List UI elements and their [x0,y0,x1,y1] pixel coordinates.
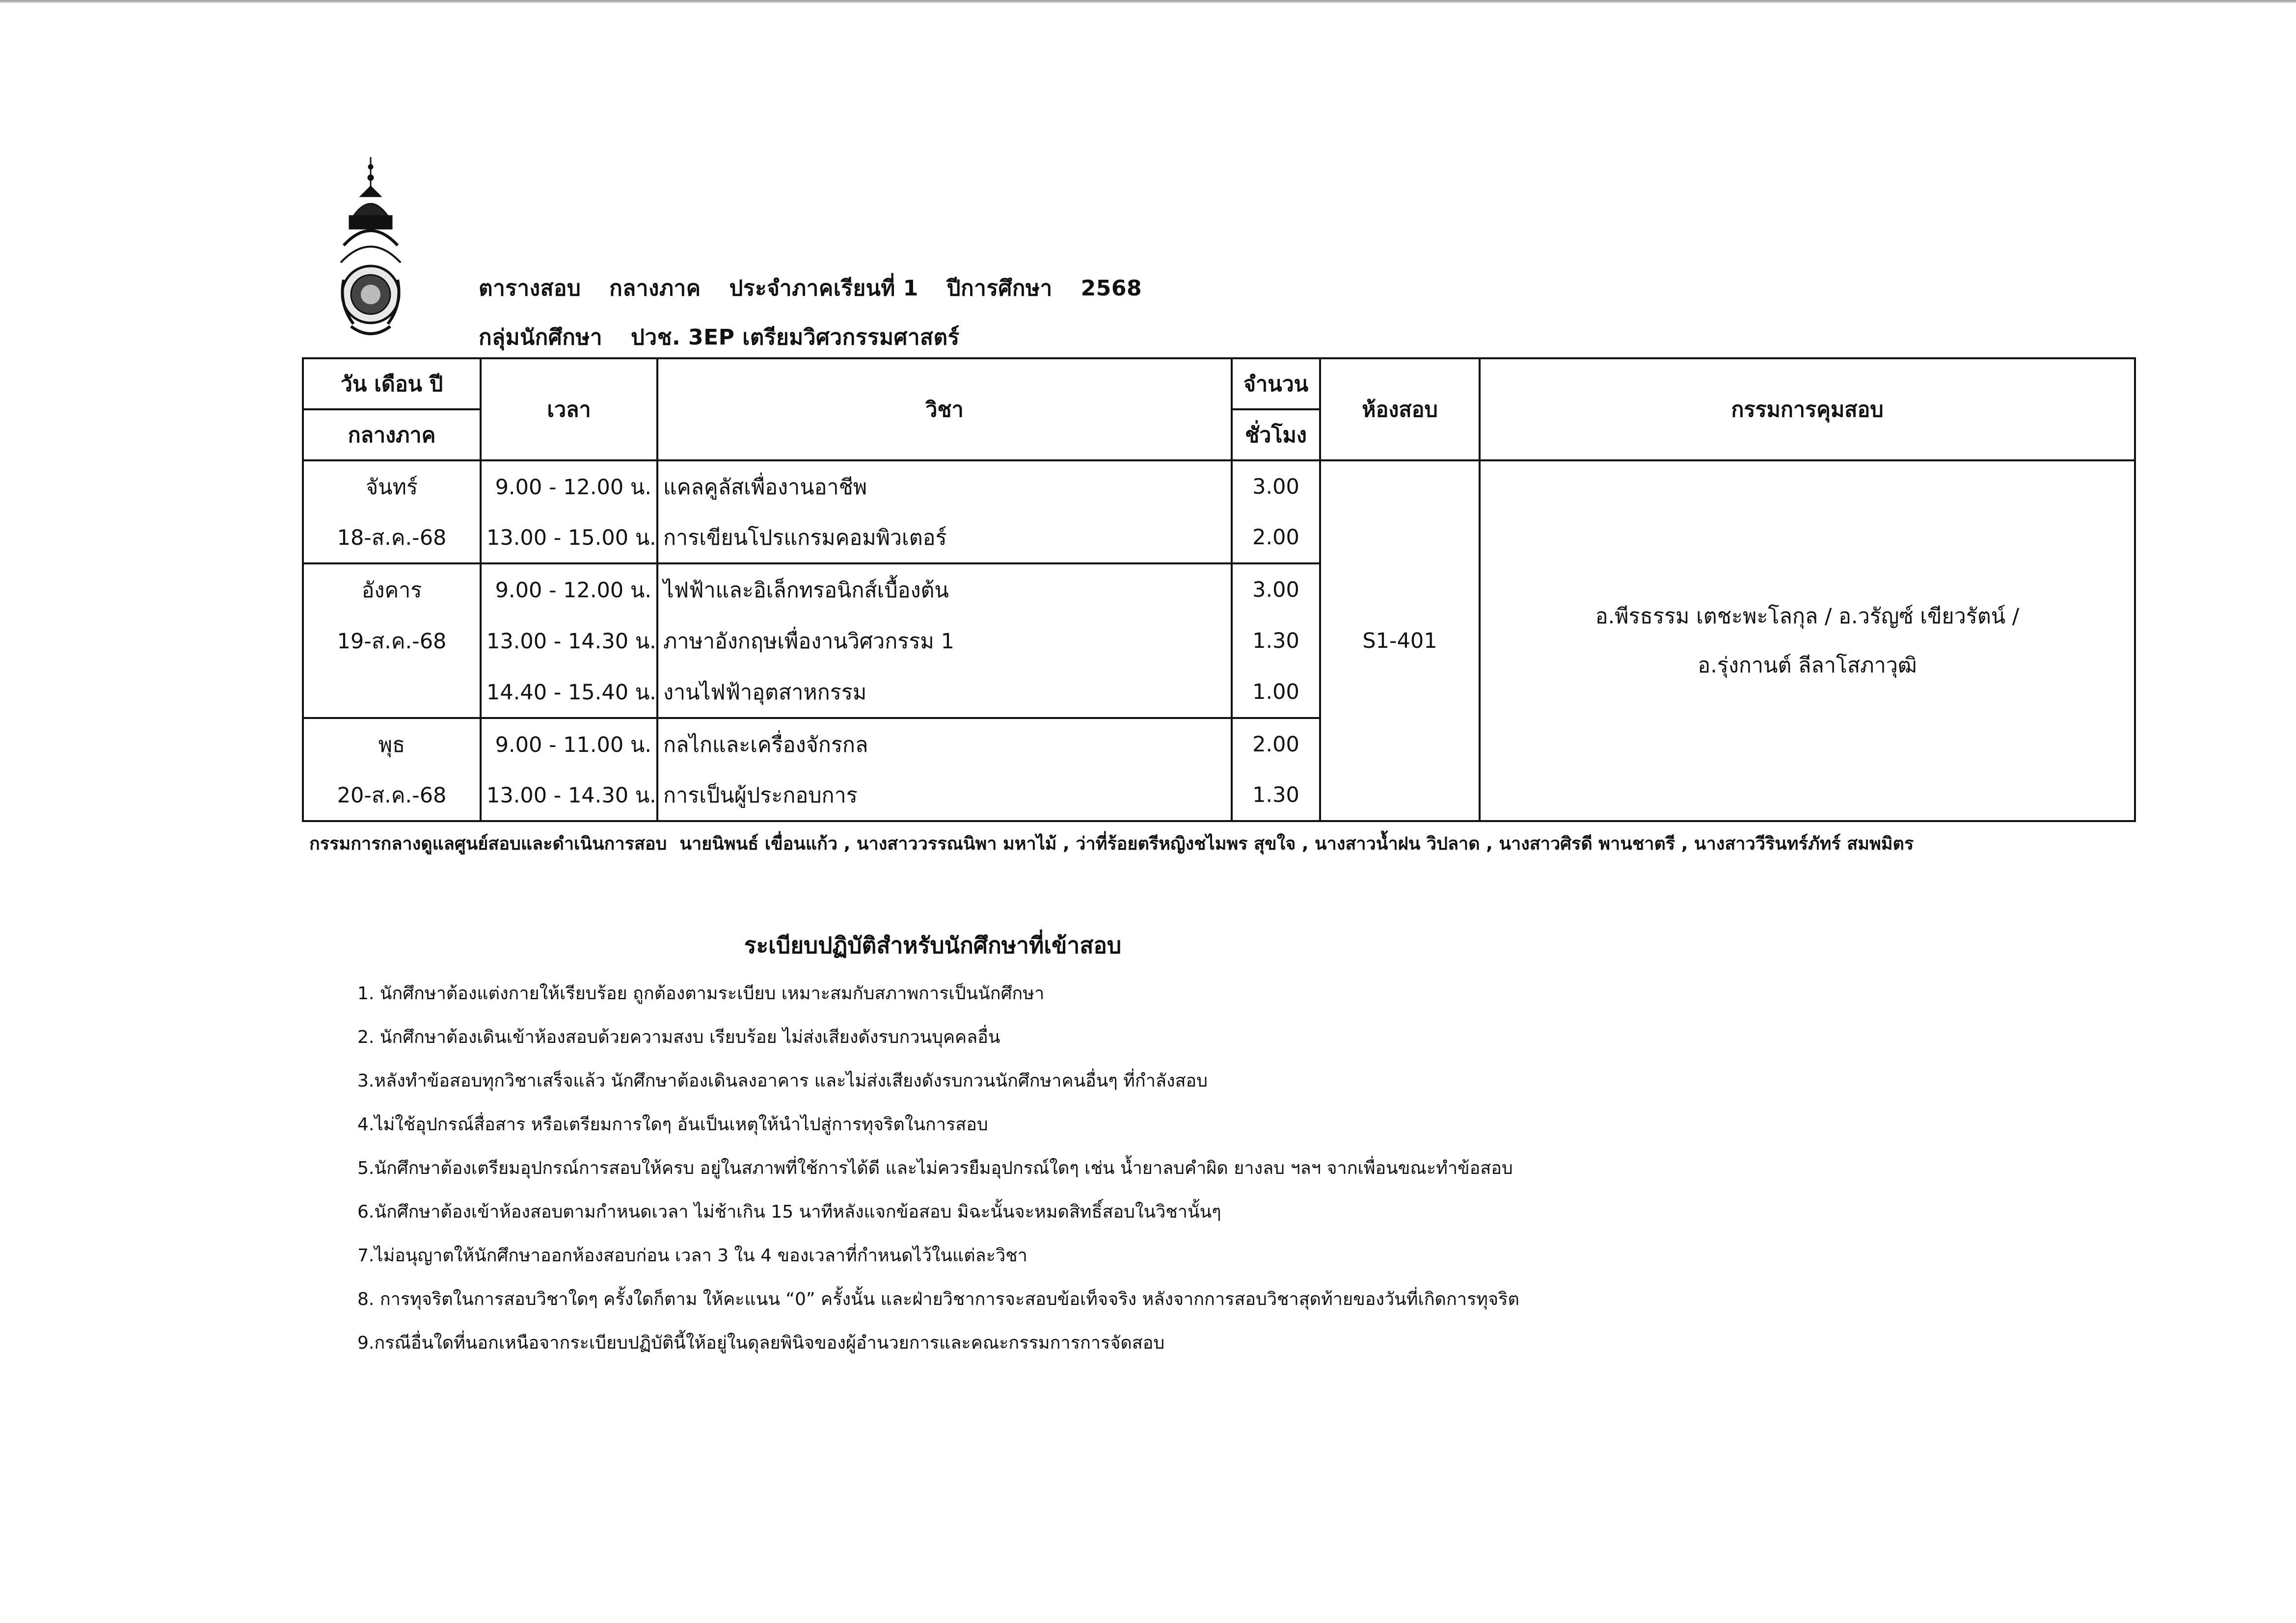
student-group-title [479,320,980,354]
header-date: วัน เดือน ปี [303,358,481,409]
subject-cell: กลไกและเครื่องจักรกล [657,718,1232,770]
central-committee-label: กรรมการกลางดูแลศูนย์สอบและดำเนินการสอบ [309,834,667,854]
rule-item: 8. การทุจริตในการสอบวิชาใดๆ ครั้งใดก็ตาม ให้คะแนน “0” ครั้งนั้น และฝ่ายวิชาการจะสอบข้อเท็จจริง หลังจากการสอบวิชาสุดท้ายของวันที่เกิดการทุจริต [357,1289,1519,1309]
page-top-edge [0,0,2296,3]
subject-cell: ไฟฟ้าและอิเล็กทรอนิกส์เบื้องต้น [657,563,1232,615]
rules-list [357,982,1519,1375]
day-cell: จันทร์ [303,460,481,512]
title-part: กลุ่มนักศึกษา [479,325,603,350]
header-room: ห้องสอบ [1320,358,1480,460]
hours-cell: 1.30 [1232,770,1320,821]
time-cell: 9.00 - 12.00 น. [481,460,657,512]
rules-heading: ระเบียบปฏิบัติสำหรับนักศึกษาที่เข้าสอบ [744,932,1122,958]
institution-emblem-icon [339,157,403,341]
rule-item: 2. นักศึกษาต้องเดินเข้าห้องสอบด้วยความสงบ เรียบร้อย ไม่ส่งเสียงดังรบกวนบุคคลอื่น [357,1027,1000,1047]
time-cell: 9.00 - 12.00 น. [481,563,657,615]
time-cell: 14.40 - 15.40 น. [481,666,657,718]
header-midterm: กลางภาค [303,409,481,460]
proctor-cell [1480,460,2135,821]
day-cell: อังคาร [303,563,481,615]
day-cell: พุธ [303,718,481,770]
proctor-line: อ.พีรธรรม เตชะพะโลกุล / อ.วรัญซ์ เขียวรัตน์ / [1595,604,2020,629]
title-part: ตารางสอบ [479,276,581,301]
rule-item: 3.หลังทำข้อสอบทุกวิชาเสร็จแล้ว นักศึกษาต้องเดินลงอาคาร และไม่ส่งเสียงดังรบกวนนักศึกษาคนอื่นๆ ที่กำลังสอบ [357,1071,1208,1091]
hours-cell: 1.00 [1232,666,1320,718]
subject-cell: งานไฟฟ้าอุตสาหกรรม [657,666,1232,718]
time-cell: 13.00 - 14.30 น. [481,615,657,666]
rule-item: 9.กรณีอื่นใดที่นอกเหนือจากระเบียบปฏิบัตินี้ให้อยู่ในดุลยพินิจของผู้อำนวยการและคณะกรรมการการจัดสอบ [357,1333,1165,1353]
hours-cell: 3.00 [1232,460,1320,512]
time-cell: 13.00 - 15.00 น. [481,512,657,563]
table-row [303,460,2135,512]
rule-item: 4.ไม่ใช้อุปกรณ์สื่อสาร หรือเตรียมการใดๆ อันเป็นเหตุให้นำไปสู่การทุจริตในการสอบ [357,1115,988,1135]
header-hours: จำนวน [1232,358,1320,409]
rule-item: 1. นักศึกษาต้องแต่งกายให้เรียบร้อย ถูกต้องตามระเบียบ เหมาะสมกับสภาพการเป็นนักศึกษา [357,984,1045,1004]
title-part: ประจำภาคเรียนที่ 1 [729,276,918,301]
time-cell: 9.00 - 11.00 น. [481,718,657,770]
header-subject: วิชา [657,358,1232,460]
date-cell [303,666,481,718]
hours-cell: 2.00 [1232,512,1320,563]
header-proctor: กรรมการคุมสอบ [1480,358,2135,460]
exam-schedule-table [302,357,2136,822]
subject-cell: แคลคูลัสเพื่องานอาชีพ [657,460,1232,512]
central-committee-note [309,829,1926,857]
date-cell: 18-ส.ค.-68 [303,512,481,563]
rule-item: 6.นักศึกษาต้องเข้าห้องสอบตามกำหนดเวลา ไม่ช้าเกิน 15 นาทีหลังแจกข้อสอบ มิฉะนั้นจะหมดสิทธิ์สอบในวิชานั้นๆ [357,1202,1221,1222]
time-cell: 13.00 - 14.30 น. [481,770,657,821]
title-part: ปีการศึกษา [946,276,1053,301]
central-committee-names: นายนิพนธ์ เขื่อนแก้ว , นางสาววรรณนิพา มหาไม้ , ว่าที่ร้อยตรีหญิงชไมพร สุขใจ , นางสาวน้ำฝน วิปลาด , นางสาวศิรดี พานชาตรี , นางสาววีรินทร์ภัทร์ สมพมิตร [679,834,1914,854]
rule-item: 7.ไม่อนุญาตให้นักศึกษาออกห้องสอบก่อน เวลา 3 ใน 4 ของเวลาที่กำหนดไว้ในแต่ละวิชา [357,1246,1027,1266]
title-part: 2568 [1080,276,1142,301]
date-cell: 20-ส.ค.-68 [303,770,481,821]
room-cell: S1-401 [1320,460,1480,821]
title-part: ปวช. 3EP เตรียมวิศวกรรมศาสตร์ [630,325,960,350]
proctor-line: อ.รุ่งกานต์ ลีลาโสภาวุฒิ [1698,653,1917,678]
hours-cell: 3.00 [1232,563,1320,615]
header-hours-unit: ชั่วโมง [1232,409,1320,460]
header-time: เวลา [481,358,657,460]
hours-cell: 2.00 [1232,718,1320,770]
title-part: กลางภาค [609,276,701,301]
date-cell: 19-ส.ค.-68 [303,615,481,666]
rule-item: 5.นักศึกษาต้องเตรียมอุปกรณ์การสอบให้ครบ อยู่ในสภาพที่ใช้การได้ดี และไม่ควรยืมอุปกรณ์ใดๆ เช่น น้ำยาลบคำผิด ยางลบ ฯลฯ จากเพื่อนขณะทำข้อสอบ [357,1158,1513,1178]
subject-cell: การเขียนโปรแกรมคอมพิวเตอร์ [657,512,1232,563]
subject-cell: ภาษาอังกฤษเพื่องานวิศวกรรม 1 [657,615,1232,666]
hours-cell: 1.30 [1232,615,1320,666]
exam-title [479,271,1162,305]
subject-cell: การเป็นผู้ประกอบการ [657,770,1232,821]
